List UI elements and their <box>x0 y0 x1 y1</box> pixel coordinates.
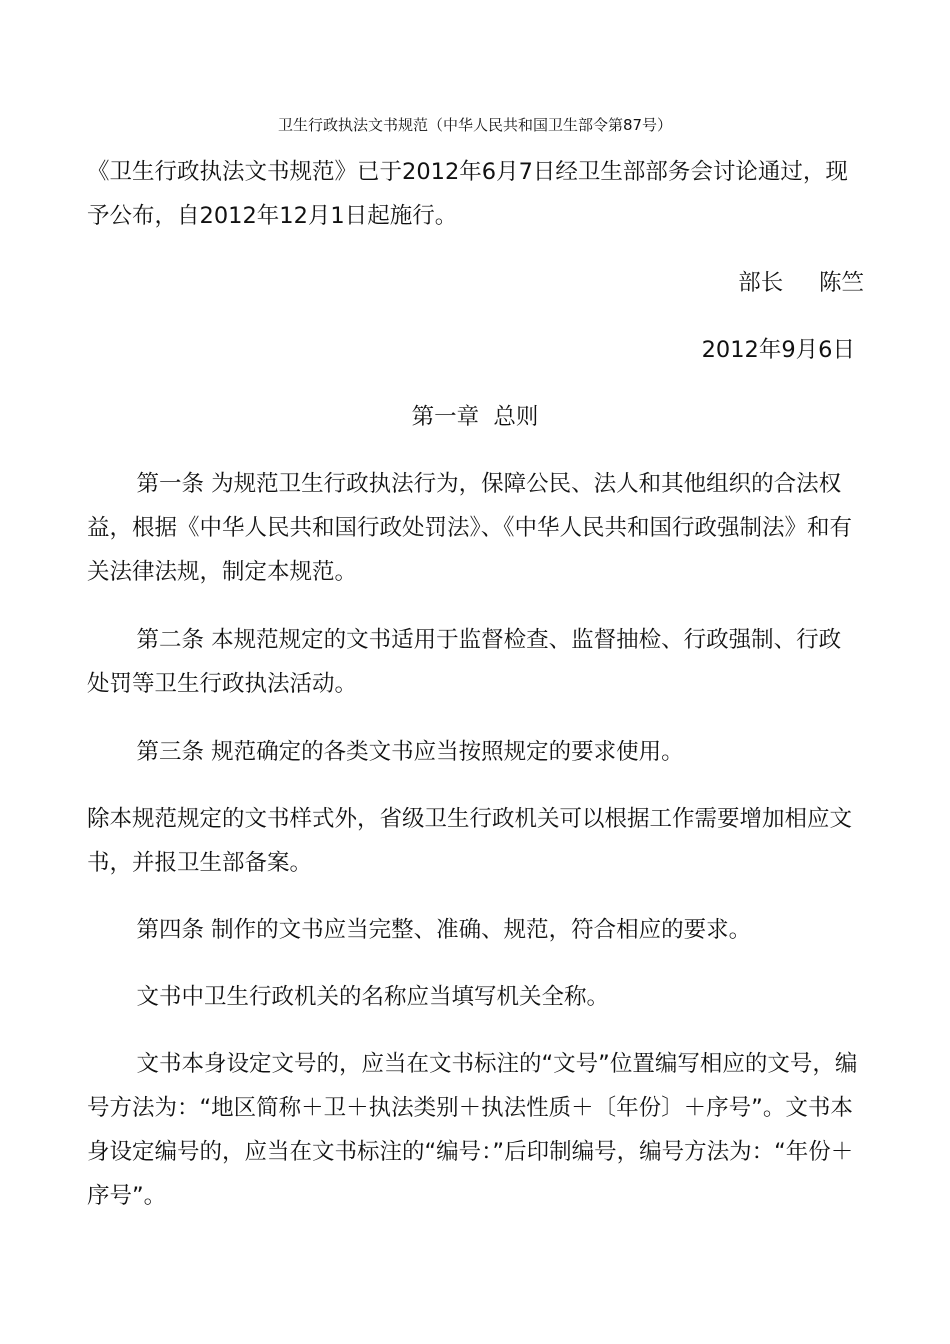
article-3-paragraph: 第三条 规范确定的各类文书应当按照规定的要求使用。 <box>136 739 684 765</box>
article-1-paragraph: 第一条 为规范卫生行政执法行为，保障公民、法人和其他组织的合法权益，根据《中华人民共和国行政处罚法》、《中华人民共和国行政强制法》和有关法律法规，制定本规范。 <box>87 471 853 585</box>
article-3-continuation: 除本规范规定的文书样式外，省级卫生行政机关可以根据工作需要增加相应文书，并报卫生部备案。 <box>87 806 853 876</box>
article-4-numbering: 文书本身设定文号的，应当在文书标注的“文号”位置编写相应的文号，编号方法为：“地区简称＋卫＋执法类别＋执法性质＋〔年份〕＋序号”。文书本身设定编号的，应当在文书标注的“编号：”后印制编号，编号方法为：“年份＋序号”。 <box>87 1051 858 1209</box>
issue-date: 2012年9月6日 <box>701 337 855 363</box>
article-4-agency-name: 文书中卫生行政机关的名称应当填写机关全称。 <box>136 984 610 1010</box>
article-2-paragraph: 第二条 本规范规定的文书适用于监督检查、监督抽检、行政强制、行政处罚等卫生行政执法活动。 <box>87 627 842 697</box>
article-4-paragraph: 第四条 制作的文书应当完整、准确、规范，符合相应的要求。 <box>136 917 752 943</box>
chapter-heading: 第一章 总则 <box>411 404 539 430</box>
signer-line: 部长 陈竺 <box>738 270 864 296</box>
document-title: 卫生行政执法文书规范（中华人民共和国卫生部令第87号） <box>277 116 673 134</box>
intro-paragraph: 《卫生行政执法文书规范》已于2012年6月7日经卫生部部务会讨论通过，现予公布，自2012年12月1日起施行。 <box>87 159 848 229</box>
